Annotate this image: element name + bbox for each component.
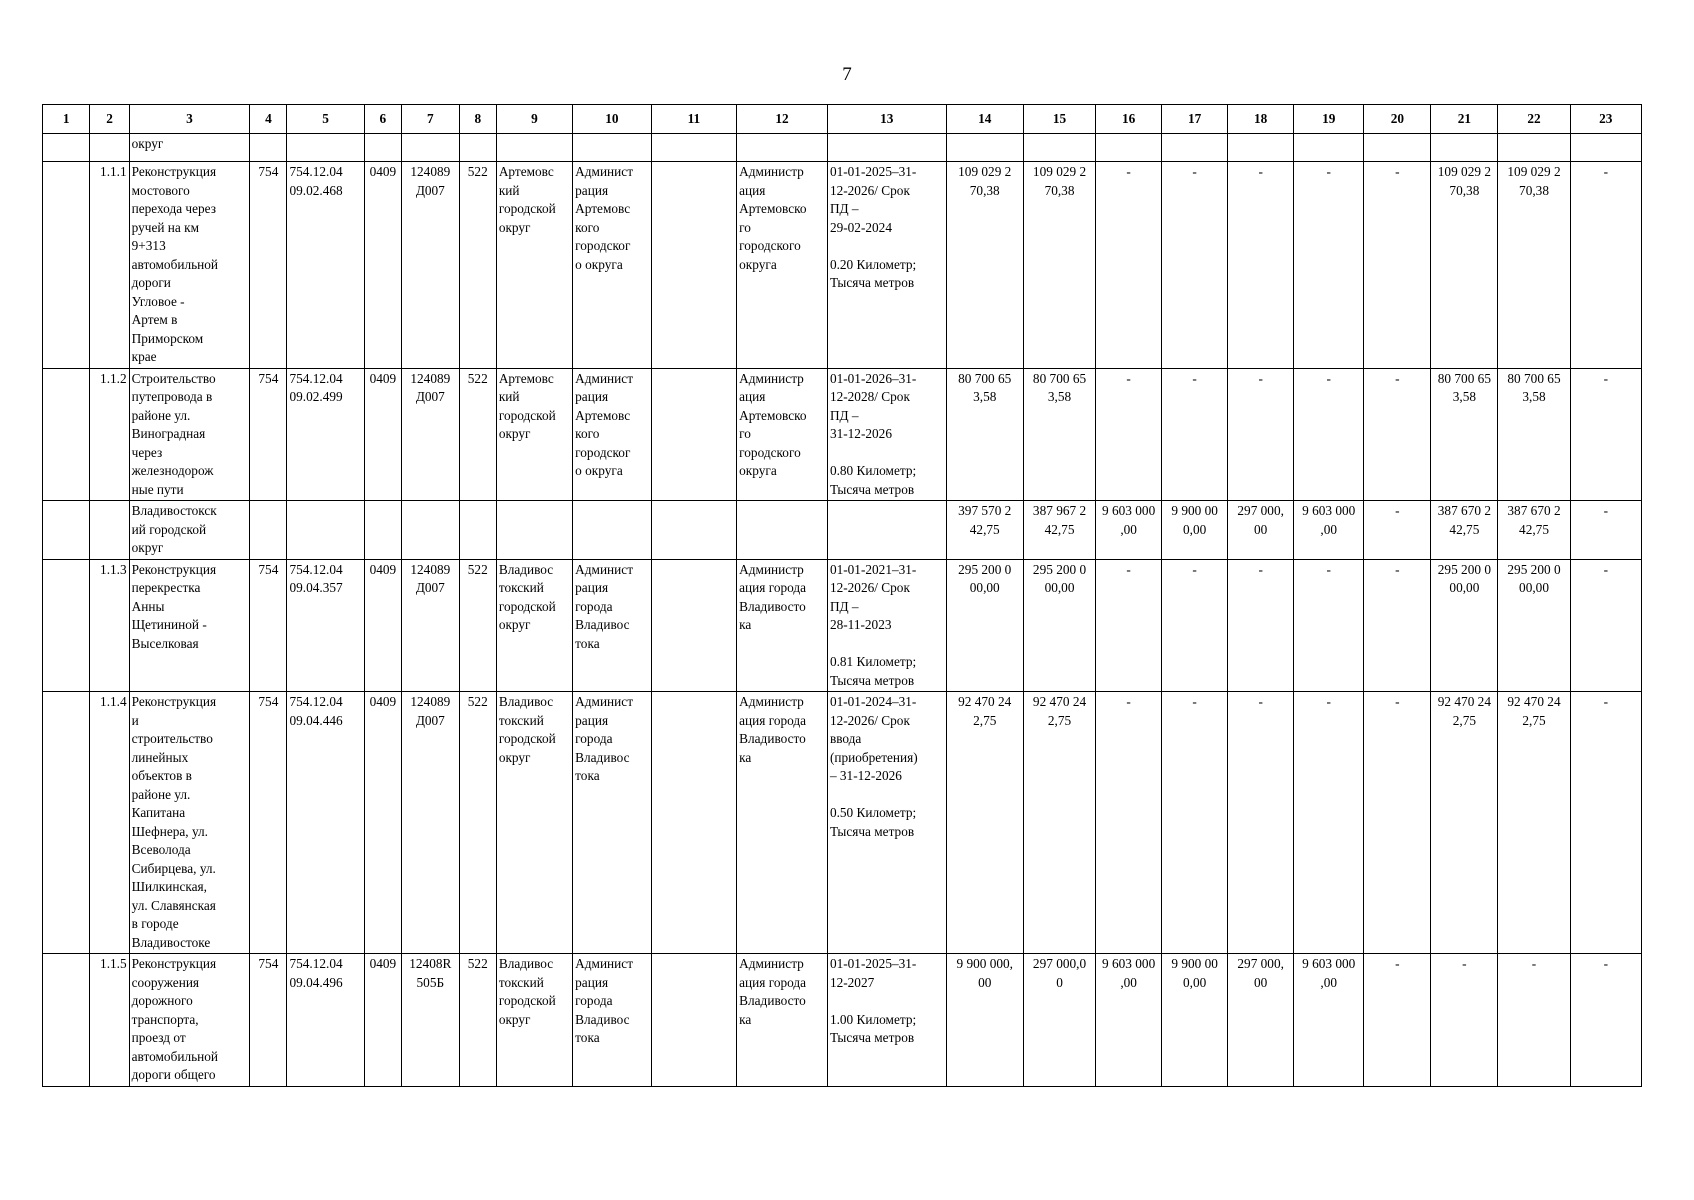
table-header-row: [43, 105, 1642, 134]
column-header: 20: [1364, 105, 1431, 134]
table-cell: 1.1.3: [90, 559, 129, 692]
column-header: 1: [43, 105, 90, 134]
table-cell: [1364, 134, 1431, 162]
column-header: 2: [90, 105, 129, 134]
table-cell: -: [1498, 954, 1570, 1087]
table-cell: [737, 501, 828, 560]
table-cell: 124089 Д007: [401, 559, 459, 692]
table-cell: 754: [250, 692, 287, 954]
table-cell: 109 029 2 70,38: [946, 162, 1023, 369]
table-cell: 92 470 24 2,75: [1431, 692, 1498, 954]
table-row: [43, 162, 1642, 369]
table-cell: [43, 162, 90, 369]
table-cell: [43, 954, 90, 1087]
table-cell: -: [1096, 692, 1162, 954]
column-header: 5: [287, 105, 364, 134]
table-cell: [43, 501, 90, 560]
table-cell: [459, 501, 496, 560]
table-cell: Владивостокск ий городской округ: [129, 501, 250, 560]
table-cell: 9 603 000 ,00: [1294, 954, 1364, 1087]
table-cell: -: [1570, 559, 1641, 692]
column-header: 10: [573, 105, 651, 134]
table-cell: 387 967 2 42,75: [1023, 501, 1095, 560]
table-cell: Админист рация Артемовс кого городског о округа: [573, 162, 651, 369]
table-cell: Администр ация города Владивосто ка: [737, 954, 828, 1087]
table-cell: [573, 501, 651, 560]
column-header: 19: [1294, 105, 1364, 134]
table-cell: 754.12.04 09.02.499: [287, 368, 364, 501]
table-cell: Админист рация Артемовс кого городског о округа: [573, 368, 651, 501]
table-cell: [1294, 134, 1364, 162]
table-cell: -: [1570, 162, 1641, 369]
table-cell: 124089 Д007: [401, 162, 459, 369]
table-cell: 01-01-2024–31- 12-2026/ Срок ввода (приобретения) – 31-12-2026 0.50 Километр; Тысяча метров: [827, 692, 946, 954]
table-cell: Администр ация города Владивосто ка: [737, 692, 828, 954]
table-row: [43, 368, 1642, 501]
table-cell: 92 470 24 2,75: [1023, 692, 1095, 954]
table-cell: -: [1364, 501, 1431, 560]
table-cell: 92 470 24 2,75: [1498, 692, 1570, 954]
table-cell: [573, 134, 651, 162]
table-cell: Реконструкция перекрестка Анны Щетининой - Выселковая: [129, 559, 250, 692]
table-cell: 522: [459, 954, 496, 1087]
table-cell: 754.12.04 09.04.446: [287, 692, 364, 954]
table-cell: -: [1228, 692, 1294, 954]
table-cell: Владивос токский городской округ: [496, 559, 572, 692]
table-cell: Артемовс кий городской округ: [496, 162, 572, 369]
table-cell: -: [1570, 692, 1641, 954]
table-row: [43, 559, 1642, 692]
table-cell: [1096, 134, 1162, 162]
table-cell: [43, 368, 90, 501]
table-cell: -: [1364, 559, 1431, 692]
table-cell: 297 000, 00: [1228, 501, 1294, 560]
table-cell: Реконструкция и строительство линейных объектов в районе ул. Капитана Шефнера, ул. Всеволода Сибирцева, ул. Шилкинская, ул. Славянская в городе Владивостоке: [129, 692, 250, 954]
table-cell: -: [1162, 368, 1228, 501]
table-cell: 124089 Д007: [401, 368, 459, 501]
table-cell: [496, 501, 572, 560]
table-cell: Артемовс кий городской округ: [496, 368, 572, 501]
table-cell: Админист рация города Владивос тока: [573, 559, 651, 692]
table-cell: -: [1096, 559, 1162, 692]
table-cell: 01-01-2021–31- 12-2026/ Срок ПД – 28-11-2023 0.81 Километр; Тысяча метров: [827, 559, 946, 692]
column-header: 8: [459, 105, 496, 134]
column-header: 3: [129, 105, 250, 134]
table-cell: -: [1162, 559, 1228, 692]
table-cell: 754: [250, 954, 287, 1087]
table-cell: [43, 692, 90, 954]
table-row: [43, 954, 1642, 1087]
table-cell: 0409: [364, 368, 401, 501]
column-header: 15: [1023, 105, 1095, 134]
table-cell: 124089 Д007: [401, 692, 459, 954]
table-cell: [1498, 134, 1570, 162]
table-cell: 754: [250, 162, 287, 369]
table-cell: [1162, 134, 1228, 162]
table-cell: -: [1294, 368, 1364, 501]
table-cell: 80 700 65 3,58: [1431, 368, 1498, 501]
column-header: 11: [651, 105, 737, 134]
table-cell: 80 700 65 3,58: [946, 368, 1023, 501]
table-cell: 109 029 2 70,38: [1498, 162, 1570, 369]
table-cell: 9 900 00 0,00: [1162, 954, 1228, 1087]
table-cell: -: [1096, 162, 1162, 369]
table-cell: 01-01-2025–31- 12-2027 1.00 Километр; Тысяча метров: [827, 954, 946, 1087]
table-cell: [1570, 134, 1641, 162]
table-cell: 522: [459, 559, 496, 692]
table-cell: 1.1.1: [90, 162, 129, 369]
table-cell: -: [1228, 162, 1294, 369]
table-cell: 9 900 00 0,00: [1162, 501, 1228, 560]
table-cell: [651, 692, 737, 954]
table-cell: -: [1162, 692, 1228, 954]
table-cell: 522: [459, 162, 496, 369]
table-cell: [43, 134, 90, 162]
table-cell: [737, 134, 828, 162]
table-cell: [1228, 134, 1294, 162]
table-cell: 0409: [364, 692, 401, 954]
table-cell: 9 603 000 ,00: [1096, 501, 1162, 560]
table-cell: [287, 134, 364, 162]
table-cell: [651, 134, 737, 162]
table-cell: 109 029 2 70,38: [1431, 162, 1498, 369]
table-cell: [1431, 134, 1498, 162]
table-cell: 9 900 000, 00: [946, 954, 1023, 1087]
table-cell: 1.1.5: [90, 954, 129, 1087]
table-cell: Владивос токский городской округ: [496, 954, 572, 1087]
table-cell: [459, 134, 496, 162]
table-cell: 754: [250, 559, 287, 692]
table-cell: Администр ация Артемовско го городского округа: [737, 368, 828, 501]
table-cell: Реконструкция мостового перехода через ручей на км 9+313 автомобильной дороги Угловое - Артем в Приморском крае: [129, 162, 250, 369]
column-header: 9: [496, 105, 572, 134]
table-cell: 754.12.04 09.04.357: [287, 559, 364, 692]
table-cell: [364, 134, 401, 162]
table-cell: [1023, 134, 1095, 162]
table-cell: -: [1431, 954, 1498, 1087]
table-cell: [946, 134, 1023, 162]
table-cell: -: [1096, 368, 1162, 501]
table-cell: 754.12.04 09.04.496: [287, 954, 364, 1087]
table-cell: [287, 501, 364, 560]
group-row: [43, 134, 1642, 162]
column-header: 7: [401, 105, 459, 134]
table-cell: 80 700 65 3,58: [1498, 368, 1570, 501]
table-cell: 9 603 000 ,00: [1096, 954, 1162, 1087]
table-cell: -: [1364, 162, 1431, 369]
column-header: 17: [1162, 105, 1228, 134]
table-cell: 12408R 505Б: [401, 954, 459, 1087]
table-cell: [401, 134, 459, 162]
table-cell: Строительство путепровода в районе ул. Виноградная через железнодорож ные пути: [129, 368, 250, 501]
table-cell: -: [1228, 559, 1294, 692]
table-cell: 387 670 2 42,75: [1498, 501, 1570, 560]
table-cell: 522: [459, 368, 496, 501]
budget-table: [42, 104, 1642, 1087]
table-cell: 0409: [364, 162, 401, 369]
table-cell: 80 700 65 3,58: [1023, 368, 1095, 501]
table-cell: [43, 559, 90, 692]
table-cell: [651, 559, 737, 692]
table-cell: -: [1294, 692, 1364, 954]
table-cell: 295 200 0 00,00: [946, 559, 1023, 692]
table-cell: Администр ация Артемовско го городского округа: [737, 162, 828, 369]
column-header: 13: [827, 105, 946, 134]
table-cell: 9 603 000 ,00: [1294, 501, 1364, 560]
table-cell: -: [1162, 162, 1228, 369]
table-cell: 297 000,0 0: [1023, 954, 1095, 1087]
table-cell: [827, 501, 946, 560]
table-cell: -: [1228, 368, 1294, 501]
column-header: 12: [737, 105, 828, 134]
table-cell: 1.1.2: [90, 368, 129, 501]
column-header: 22: [1498, 105, 1570, 134]
table-cell: 109 029 2 70,38: [1023, 162, 1095, 369]
table-cell: [651, 162, 737, 369]
table-cell: [90, 134, 129, 162]
table-cell: -: [1570, 368, 1641, 501]
table-cell: 0409: [364, 559, 401, 692]
table-cell: -: [1570, 501, 1641, 560]
table-cell: -: [1364, 692, 1431, 954]
column-header: 6: [364, 105, 401, 134]
column-header: 23: [1570, 105, 1641, 134]
table-cell: Админист рация города Владивос тока: [573, 954, 651, 1087]
column-header: 4: [250, 105, 287, 134]
column-header: 18: [1228, 105, 1294, 134]
table-cell: Реконструкция сооружения дорожного транспорта, проезд от автомобильной дороги общего: [129, 954, 250, 1087]
table-cell: -: [1570, 954, 1641, 1087]
group-row: [43, 501, 1642, 560]
table-cell: [250, 501, 287, 560]
table-cell: 295 200 0 00,00: [1023, 559, 1095, 692]
table-cell: [364, 501, 401, 560]
table-row: [43, 692, 1642, 954]
table-cell: [651, 501, 737, 560]
table-cell: -: [1294, 162, 1364, 369]
table-cell: 1.1.4: [90, 692, 129, 954]
column-header: 16: [1096, 105, 1162, 134]
table-cell: [651, 368, 737, 501]
table-cell: 297 000, 00: [1228, 954, 1294, 1087]
table-cell: Админист рация города Владивос тока: [573, 692, 651, 954]
page-number: 7: [842, 64, 852, 85]
table-cell: 387 670 2 42,75: [1431, 501, 1498, 560]
table-cell: 754: [250, 368, 287, 501]
table-cell: Администр ация города Владивосто ка: [737, 559, 828, 692]
table-cell: 01-01-2025–31- 12-2026/ Срок ПД – 29-02-2024 0.20 Километр; Тысяча метров: [827, 162, 946, 369]
table-cell: [651, 954, 737, 1087]
table-cell: 92 470 24 2,75: [946, 692, 1023, 954]
table-cell: 295 200 0 00,00: [1431, 559, 1498, 692]
table-cell: округ: [129, 134, 250, 162]
table-cell: [401, 501, 459, 560]
column-header: 21: [1431, 105, 1498, 134]
table-cell: 754.12.04 09.02.468: [287, 162, 364, 369]
table-cell: -: [1364, 954, 1431, 1087]
column-header: 14: [946, 105, 1023, 134]
table-cell: [250, 134, 287, 162]
table-cell: -: [1364, 368, 1431, 501]
table-cell: 01-01-2026–31- 12-2028/ Срок ПД – 31-12-2026 0.80 Километр; Тысяча метров: [827, 368, 946, 501]
table-cell: 397 570 2 42,75: [946, 501, 1023, 560]
table-cell: 0409: [364, 954, 401, 1087]
table-cell: 295 200 0 00,00: [1498, 559, 1570, 692]
table-cell: [827, 134, 946, 162]
table-cell: [90, 501, 129, 560]
table-cell: Владивос токский городской округ: [496, 692, 572, 954]
table-cell: [496, 134, 572, 162]
table-cell: 522: [459, 692, 496, 954]
table-cell: -: [1294, 559, 1364, 692]
